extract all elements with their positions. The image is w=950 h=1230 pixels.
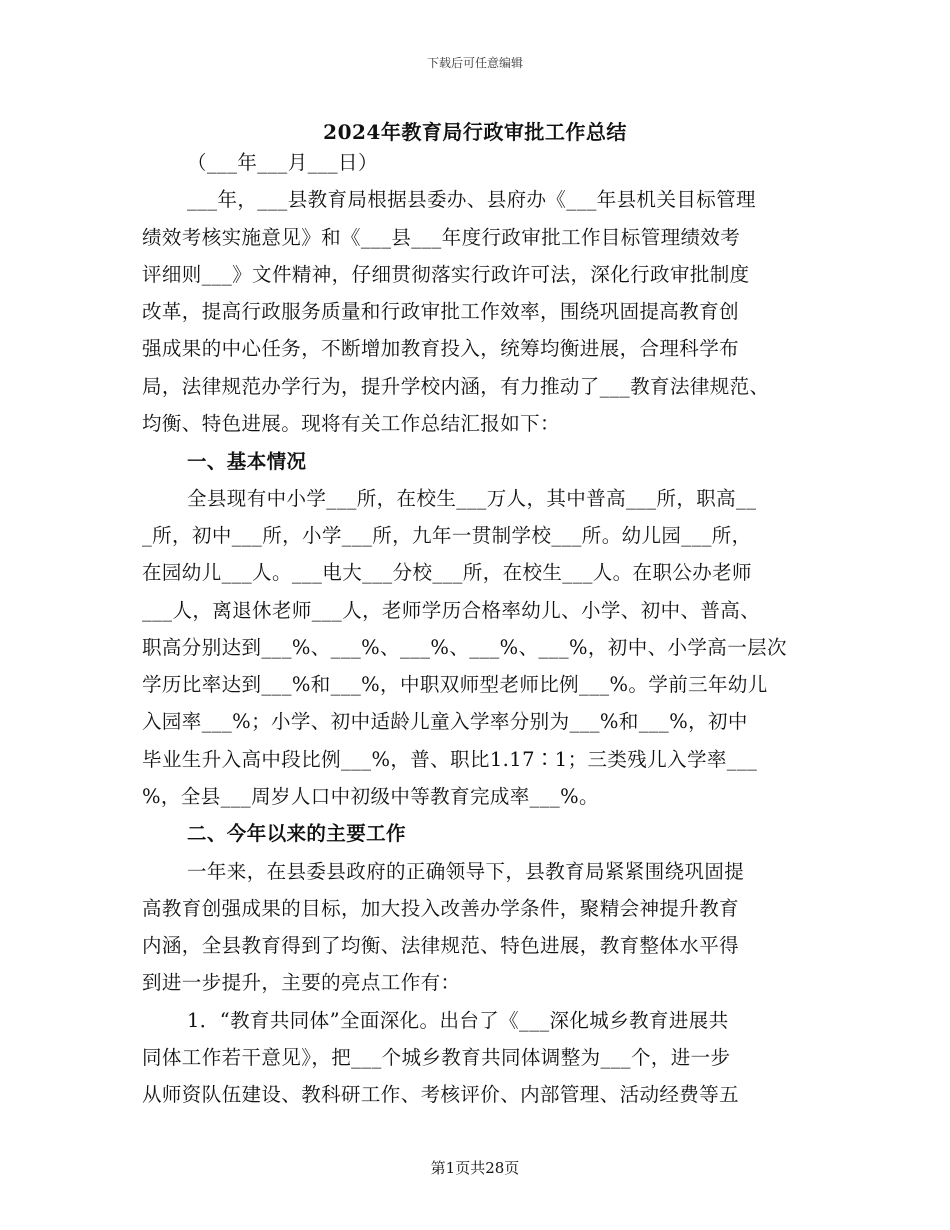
paragraph-line: 高教育创强成果的目标，加大投入改善办学条件，聚精会神提升教育 [142, 897, 740, 920]
paragraph-line: ___年，___县教育局根据县委办、县府办《___年县机关目标管理 [187, 188, 756, 211]
list-item-line: 1．“教育共同体”全面深化。出台了《___深化城乡教育进展共 [187, 1009, 729, 1032]
section-heading-basic: 一、基本情况 [187, 450, 307, 473]
paragraph-line: _所，初中___所，小学___所，九年一贯制学校___所。幼儿园___所， [142, 524, 752, 547]
date-line: （___年___月___日） [187, 151, 378, 174]
paragraph-line: 评细则___》文件精神，仔细贯彻落实行政许可法，深化行政审批制度 [142, 263, 750, 286]
page-footer: 第1页共28页 [430, 1159, 520, 1177]
paragraph-line: 毕业生升入高中段比例___%，普、职比1.17∶1；三类残儿入学率___ [142, 748, 758, 771]
paragraph-line: 学历比率达到___%和___%，中职双师型老师比例___%。学前三年幼儿 [142, 673, 768, 696]
section-heading-main-work: 二、今年以来的主要工作 [187, 822, 406, 845]
list-item-line: 从师资队伍建设、教科研工作、考核评价、内部管理、活动经费等五 [142, 1083, 740, 1106]
paragraph-line: 职高分别达到___%、___%、___%、___%、___%，初中、小学高一层次 [142, 636, 787, 659]
paragraph-line: 到进一步提升，主要的亮点工作有： [142, 971, 461, 994]
paragraph-line: 改革，提高行政服务质量和行政审批工作效率，围绕巩固提高教育创 [142, 300, 740, 323]
paragraph-line: %，全县___周岁人口中初级中等教育完成率___%。 [142, 785, 599, 808]
paragraph-line: 一年来，在县委县政府的正确领导下，县教育局紧紧围绕巩固提 [187, 860, 745, 883]
header-note: 下载后可任意编辑 [426, 56, 523, 70]
paragraph-line: 全县现有中小学___所，在校生___万人，其中普高___所，职高__ [187, 487, 757, 510]
paragraph-line: 绩效考核实施意见》和《___县___年度行政审批工作目标管理绩效考 [142, 226, 741, 249]
paragraph-line: 入园率___%；小学、初中适龄儿童入学率分别为___%和___%，初中 [142, 710, 748, 733]
paragraph-line: ___人，离退休老师___人，老师学历合格率幼儿、小学、初中、普高、 [142, 599, 761, 622]
paragraph-line: 在园幼儿___人。___电大___分校___所，在校生___人。在职公办老师 [142, 561, 752, 584]
paragraph-line: 局，法律规范办学行为，提升学校内涵，有力推动了___教育法律规范、 [142, 375, 770, 398]
document-title: 2024年教育局行政审批工作总结 [323, 120, 627, 144]
paragraph-line: 强成果的中心任务，不断增加教育投入，统筹均衡进展，合理科学布 [142, 337, 740, 360]
list-item-line: 同体工作若干意见》，把___个城乡教育共同体调整为___个，进一步 [142, 1046, 731, 1069]
paragraph-line: 均衡、特色进展。现将有关工作总结汇报如下： [142, 412, 560, 435]
paragraph-line: 内涵，全县教育得到了均衡、法律规范、特色进展，教育整体水平得 [142, 934, 740, 957]
